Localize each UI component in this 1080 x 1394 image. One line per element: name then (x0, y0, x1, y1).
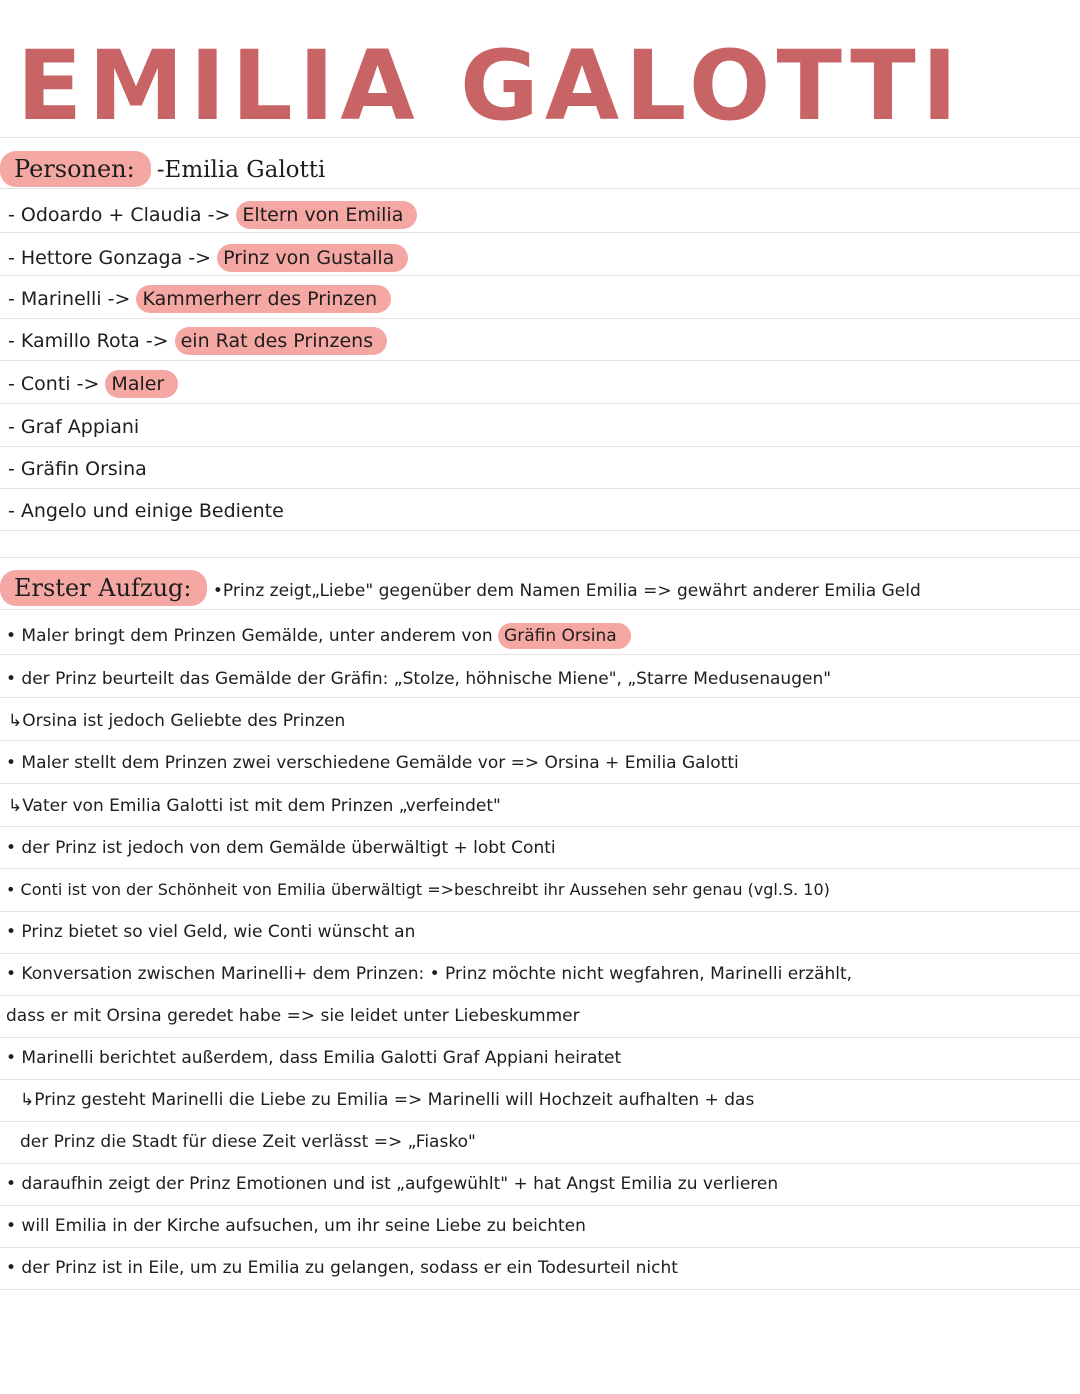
aufzug-line-5: • Maler stellt dem Prinzen zwei verschiedene Gemälde vor => Orsina + Emilia Galotti (6, 753, 739, 773)
aufzug-label: Erster Aufzug: (0, 570, 207, 606)
aufzug-line-4: ↳Orsina ist jedoch Geliebte des Prinzen (8, 711, 346, 731)
aufzug-line-12: • Marinelli berichtet außerdem, dass Emilia Galotti Graf Appiani heiratet (6, 1048, 622, 1068)
person-role: Eltern von Emilia (236, 201, 417, 229)
aufzug-line-9: • Prinz bietet so viel Geld, wie Conti wünscht an (6, 922, 416, 942)
person-role: ein Rat des Prinzens (175, 327, 388, 355)
aufzug-line-13: ↳Prinz gesteht Marinelli die Liebe zu Emilia => Marinelli will Hochzeit aufhalten + das (20, 1090, 755, 1110)
person-other: - Graf Appiani (8, 416, 140, 438)
person-name: - Odoardo + Claudia -> (8, 204, 231, 226)
page-title: EMILIA GALOTTI (16, 30, 964, 142)
aufzug-line-15: • daraufhin zeigt der Prinz Emotionen und ist „aufgewühlt" + hat Angst Emilia zu verlieren (6, 1174, 779, 1194)
aufzug-line-3: • der Prinz beurteilt das Gemälde der Gräfin: „Stolze, höhnische Miene", „Starre Medusenaugen" (6, 669, 832, 689)
aufzug-line-16: • will Emilia in der Kirche aufsuchen, um ihr seine Liebe zu beichten (6, 1216, 586, 1236)
person-row (8, 371, 178, 397)
person-row (8, 328, 387, 354)
aufzug-line-14: der Prinz die Stadt für diese Zeit verlässt => „Fiasko" (20, 1132, 476, 1152)
aufzug-line-8: • Conti ist von der Schönheit von Emilia überwältigt =>beschreibt ihr Aussehen sehr genau (vgl.S. 10) (6, 880, 830, 899)
aufzug-line-2-highlight: Gräfin Orsina (498, 623, 631, 649)
person-other: - Angelo und einige Bediente (8, 500, 284, 522)
person-row (8, 202, 417, 228)
aufzug-line-10: • Konversation zwischen Marinelli+ dem Prinzen: • Prinz möchte nicht wegfahren, Marinelli erzählt, (6, 964, 853, 984)
personen-heading-row (0, 156, 325, 184)
person-name: - Hettore Gonzaga -> (8, 247, 212, 269)
person-role: Kammerherr des Prinzen (136, 285, 391, 313)
person-role: Prinz von Gustalla (217, 244, 408, 272)
aufzug-line-2 (6, 623, 631, 649)
aufzug-line-1: •Prinz zeigt„Liebe" gegenüber dem Namen Emilia => gewährt anderer Emilia Geld (212, 581, 921, 601)
person-name: - Conti -> (8, 373, 100, 395)
aufzug-line-2-text: • Maler bringt dem Prinzen Gemälde, unter anderem von (6, 626, 493, 646)
person-other: - Gräfin Orsina (8, 458, 147, 480)
person-row (8, 286, 391, 312)
person-row (8, 245, 408, 271)
person-name: - Marinelli -> (8, 288, 131, 310)
aufzug-line-11: dass er mit Orsina geredet habe => sie leidet unter Liebeskummer (6, 1006, 580, 1026)
personen-first: -Emilia Galotti (156, 157, 326, 183)
aufzug-line-6: ↳Vater von Emilia Galotti ist mit dem Prinzen „verfeindet" (8, 796, 501, 816)
person-name: - Kamillo Rota -> (8, 330, 169, 352)
personen-label: Personen: (0, 151, 151, 187)
aufzug-line-17: • der Prinz ist in Eile, um zu Emilia zu gelangen, sodass er ein Todesurteil nicht (6, 1258, 678, 1278)
aufzug-line-7: • der Prinz ist jedoch von dem Gemälde überwältigt + lobt Conti (6, 838, 556, 858)
aufzug-heading-row (0, 575, 921, 604)
person-role: Maler (105, 370, 178, 398)
